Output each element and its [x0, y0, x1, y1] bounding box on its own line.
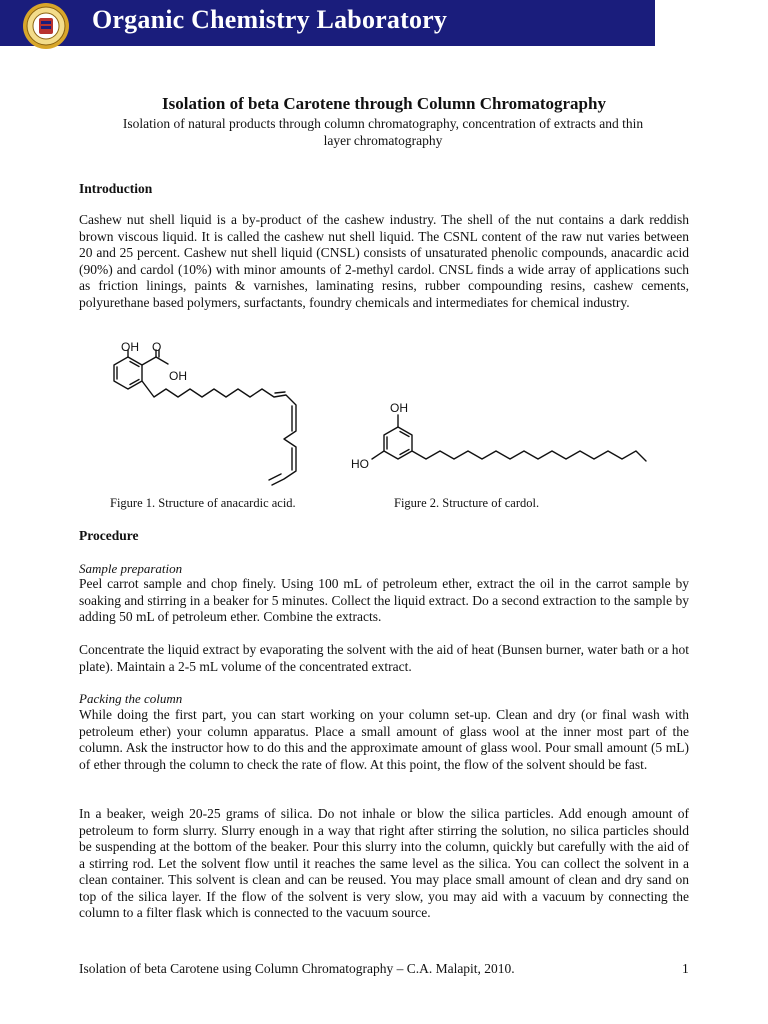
sample-preparation-paragraph-2: Concentrate the liquid extract by evaporating the solvent with the aid of heat (Bunsen burner, water bath or a hot plate). Maintain a 2-5 mL volume of the concentrated extract. — [79, 642, 689, 674]
figure1-caption: Figure 1. Structure of anacardic acid. — [110, 496, 296, 510]
footer-citation: Isolation of beta Carotene using Column Chromatography – C.A. Malapit, 2010. — [79, 961, 515, 976]
anacardic-carbonyl-o-label: O — [152, 340, 162, 354]
cardol-oh-label: OH — [390, 401, 408, 415]
introduction-heading: Introduction — [79, 181, 153, 196]
page-number: 1 — [682, 961, 689, 976]
sample-preparation-paragraph-1: Peel carrot sample and chop finely. Using 100 mL of petroleum ether, extract the oil in the carrot sample by soaking and stirring in a beaker for 5 minutes. Collect the liquid extract. Do a second extraction to the sample by adding 50 mL of petroleum ether. Combine the extracts. — [79, 576, 689, 624]
cardol-ho-label: HO — [351, 457, 369, 470]
anacardic-oh-label: OH — [121, 340, 139, 354]
packing-column-paragraph-2: In a beaker, weigh 20-25 grams of silica. Do not inhale or blow the silica particles. Add enough amount of petroleum to form slurry. Slurry enough in a way that right after stirring the solution, no silica particles should be suspending at the bottom of the beaker. Pour this slurry into the column, quickly but carefully with the aid of a stirring rod. Let the solvent flow until it reaches the same level as the silica. You can collect the solvent in a clean container. This solvent is clean and can be reused. You may place small amount of clean and dry sand on top of the silica layer. If the flow of the solvent is very slow, you may aid with a vacuum by connecting the column to a filter flask which is connected to the vacuum source. — [79, 806, 689, 920]
packing-column-heading: Packing the column — [79, 691, 183, 706]
anacardic-acid-oh-label: OH — [169, 369, 187, 383]
cardol-structure — [345, 398, 650, 470]
banner-title: Organic Chemistry Laboratory — [92, 5, 448, 34]
document-subtitle: Isolation of natural products through column chromatography, concentration of extracts and thin layer chromatography — [122, 116, 644, 148]
university-seal-icon — [22, 2, 70, 50]
figure2-caption: Figure 2. Structure of cardol. — [394, 496, 540, 510]
sample-preparation-heading: Sample preparation — [79, 561, 183, 576]
introduction-paragraph: Cashew nut shell liquid is a by-product of the cashew industry. The shell of the nut contains a dark reddish brown viscous liquid. It is called the cashew nut shell liquid. The CSNL content of the raw nut varies between 20 and 25 percent. Cashew nut shell liquid (CNSL) consists of unsaturated phenolic compounds, anacardic acid (90%) and cardol (10%) with minor amounts of 2-methyl cardol. CNSL finds a wide array of applications such as friction linings, paints & varnishes, laminating resins, rubber compounding resins, cashew cements, polyurethane based polymers, surfactants, foundry chemicals and intermediates for chemical industry. — [79, 212, 689, 310]
anacardic-acid-structure — [100, 336, 310, 488]
document-title: Isolation of beta Carotene through Column Chromatography — [162, 94, 606, 113]
packing-column-paragraph-1: While doing the first part, you can start working on your column set-up. Clean and dry (or final wash with petroleum ether) your column apparatus. Place a small amount of glass wool at the inner most part of the column. Ask the instructor how to do this and the approximate amount of glass wool. Pour small amount (5 mL) of ether through the column to check the rate of flow. At this point, the flow of the solvent should be fast. — [79, 707, 689, 772]
procedure-heading: Procedure — [79, 528, 139, 543]
header-banner — [0, 0, 655, 46]
